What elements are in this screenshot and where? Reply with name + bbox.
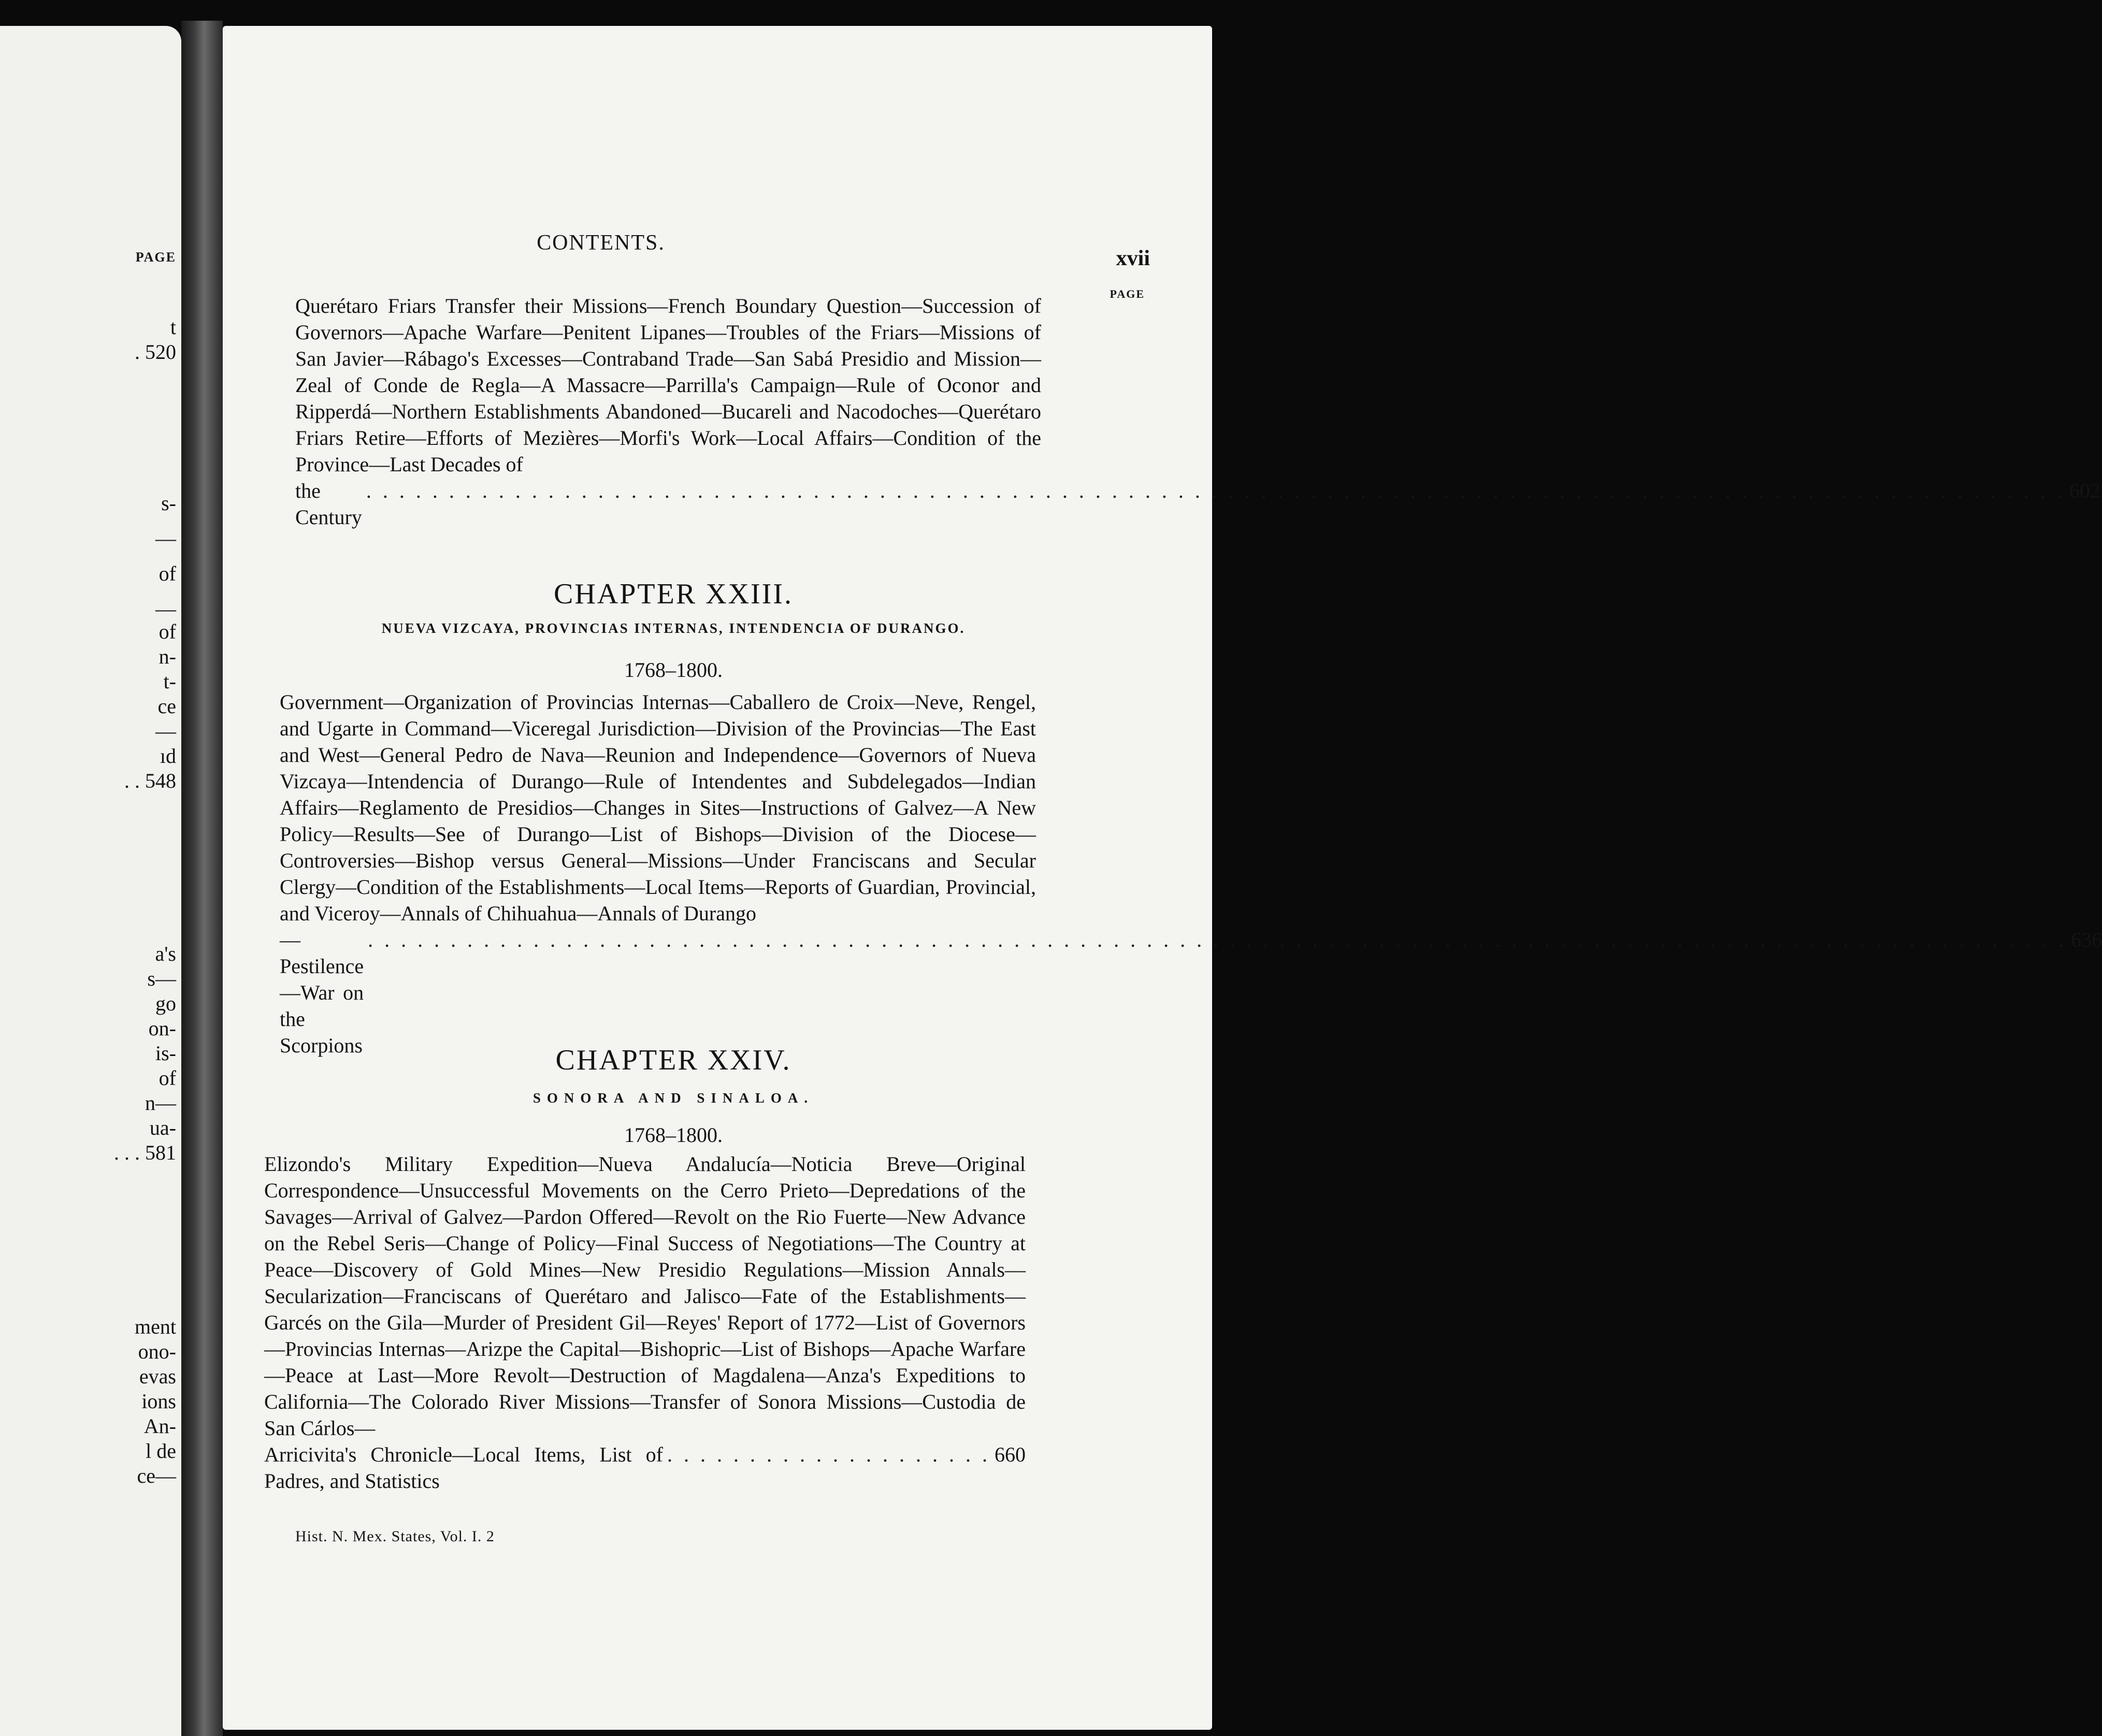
left-page-line: of — [159, 620, 176, 643]
book-gutter — [181, 21, 223, 1736]
left-page-line: ment — [135, 1315, 176, 1338]
left-page-line: t- — [163, 670, 176, 693]
chapter-xxii-leader — [295, 478, 2100, 530]
left-page-line: ce — [157, 695, 176, 718]
chapter-xxiv-last-line: Arricivita's Chronicle—Local Items, List of Padres, and Statistics — [264, 1443, 663, 1493]
chapter-xxii-page-number: 602 — [2069, 479, 2100, 502]
left-page-line: s— — [147, 967, 176, 990]
left-page-line: . . . 581 — [114, 1141, 176, 1164]
left-page-line: An- — [143, 1414, 176, 1438]
left-page-line: — — [155, 597, 176, 620]
left-page-line: ce— — [137, 1464, 176, 1487]
chapter-xxiv-page-number: 660 — [995, 1443, 1026, 1466]
left-page-label: PAGE — [135, 250, 176, 265]
chapter-xxiv-title: CHAPTER XXIV. — [555, 1044, 791, 1076]
left-page-line: ıd — [160, 744, 176, 768]
left-page-line: n- — [159, 645, 176, 668]
dot-leader: . . . . . . . . . . . . . . . . . . . . . . . . . . . . . . . . . . . . . . . . . . . . . . . . . . . . . . . . . . . . . . . . . . . . . . . . . . . . . . . . . . . . . . . . . . . . . . . . . . . . . . . — [368, 928, 2067, 951]
signature-mark: Hist. N. Mex. States, Vol. I. 2 — [295, 1528, 495, 1545]
left-page-line: is- — [155, 1041, 176, 1065]
chapter-xxii-summary-text: Querétaro Friars Transfer their Missions—French Boundary Question—Succession of Governors—Apache Warfare—Penitent Lipanes—Troubles of the Friars—Missions of San Javier—Rábago's Excesses—Contraband Trade—San Sabá Presidio and Mission—Zeal of Conde de Regla—A Massacre—Parrilla's Campaign—Rule of Oconor and Ripperdá—Northern Establishments Abandoned—Bucareli and Nacodoches—Querétaro Friars Retire—Efforts of Mezières—Morfi's Work—Local Affairs—Condition of the Province—Last Decades of — [295, 294, 1041, 476]
chapter-xxiii-last-line: —Pestilence—War on the Scorpions — [280, 928, 364, 1057]
chapter-xxiii-leader — [280, 927, 2102, 1059]
left-page-line: n— — [145, 1091, 176, 1115]
left-page-line: . . 548 — [124, 769, 176, 792]
left-page-line: ua- — [149, 1116, 176, 1139]
left-facing-page — [0, 26, 181, 1736]
left-page-line: t — [170, 315, 176, 339]
chapter-xxii-last-line: the Century — [295, 479, 362, 529]
chapter-xxiii-summary-text: Government—Organization of Provincias Internas—Caballero de Croix—Neve, Rengel, and Ugarte in Command—Viceregal Jurisdiction—Division of the Provincias—The East and West—General Pedro de Nava—Reunion and Independence—Governors of Nueva Vizcaya—Intendencia of Durango—Rule of Intendentes and Subdelegados—Indian Affairs—Reglamento de Presidios—Changes in Sites—Instructions of Galvez—A New Policy—Results—See of Durango—List of Bishops—Division of the Diocese—Controversies—Bishop versus General—Missions—Under Franciscans and Secular Clergy—Condition of the Establishments—Local Items—Reports of Guardian, Provincial, and Viceroy—Annals of Chihuahua—Annals of Durango — [280, 690, 1036, 925]
chapter-xxiv-subtitle: SONORA AND SINALOA. — [532, 1090, 814, 1106]
left-page-line: l de — [146, 1439, 176, 1463]
left-page-line: of — [159, 562, 176, 585]
contents-page — [223, 26, 2102, 1730]
chapter-xxiv-summary — [264, 1151, 1026, 1494]
running-head: CONTENTS. — [537, 231, 665, 255]
left-page-line: on- — [148, 1017, 176, 1040]
dot-leader: . . . . . . . . . . . . . . . . . . . . — [667, 1443, 990, 1466]
left-page-line: ono- — [138, 1340, 176, 1363]
chapter-xxiii-summary — [280, 689, 2102, 1059]
chapter-xxiii-dates: 1768–1800. — [624, 658, 723, 682]
left-page-line: of — [159, 1066, 176, 1090]
dot-leader: . . . . . . . . . . . . . . . . . . . . . . . . . . . . . . . . . . . . . . . . . . . . . . . . . . . . . . . . . . . . . . . . . . . . . . . . . . . . . . . . . . . . . . . . . . . . . . . . . . . . . . . — [366, 479, 2065, 502]
left-page-line: s- — [161, 491, 176, 515]
page-column-label: PAGE — [1110, 287, 1145, 300]
chapter-xxiii-title: CHAPTER XXIII. — [554, 578, 793, 610]
chapter-xxiv-leader — [264, 1441, 1026, 1494]
left-page-line: go — [155, 992, 176, 1015]
left-page-line: — — [155, 719, 176, 743]
left-page-line: . 520 — [135, 340, 176, 364]
left-page-line: ions — [141, 1390, 176, 1413]
left-page-line: evas — [139, 1365, 176, 1388]
chapter-xxiv-dates: 1768–1800. — [624, 1123, 723, 1147]
chapter-xxiv-summary-text: Elizondo's Military Expedition—Nueva Andalucía—Noticia Breve—Original Correspondence—Unsuccessful Movements on the Cerro Prieto—Depredations of the Savages—Arrival of Galvez—Pardon Offered—Revolt on the Rio Fuerte—New Advance on the Rebel Seris—Change of Policy—Final Success of Negotiations—The Country at Peace—Discovery of Gold Mines—New Presidio Regulations—Mission Annals—Secularization—Franciscans of Querétaro and Jalisco—Fate of the Establishments—Garcés on the Gila—Murder of President Gil—Reyes' Report of 1772—List of Governors—Provincias Internas—Arizpe the Capital—Bishopric—List of Bishops—Apache Warfare—Peace at Last—More Revolt—Destruction of Magdalena—Anza's Expeditions to California—The Colorado River Missions—Transfer of Sonora Missions—Custodia de San Cárlos— — [264, 1152, 1026, 1440]
left-page-line: a's — [155, 942, 176, 965]
left-page-line: — — [155, 527, 176, 550]
page-folio: xvii — [1116, 247, 1150, 270]
chapter-xxiii-subtitle: NUEVA VIZCAYA, PROVINCIAS INTERNAS, INTENDENCIA OF DURANGO. — [381, 620, 966, 636]
chapter-xxiii-page-number: 636 — [2071, 928, 2102, 951]
